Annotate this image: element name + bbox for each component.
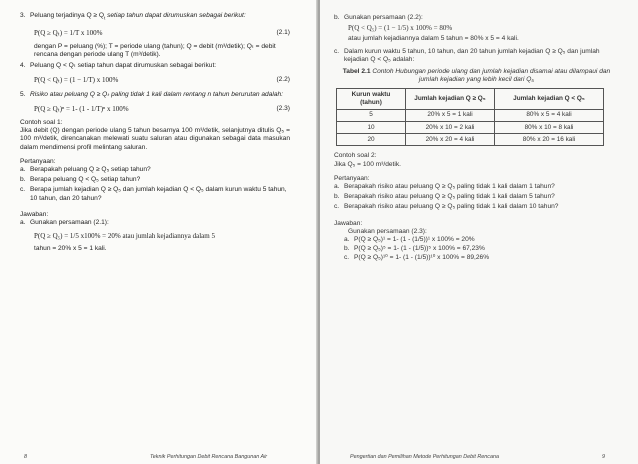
formula-2-1 [34, 29, 290, 37]
formula-2-3 [34, 105, 290, 113]
answer-b-result: atau jumlah kejadiannya dalam 5 tahun = 80% x 5 = 4 kali. [348, 35, 519, 43]
running-title: Pengertian dan Pemilihan Metode Perhitungan Debit Rencana [350, 454, 499, 460]
item-text: Peluang terjadinya $Q \ge Q_t$ setiap tahun dapat dirumuskan sebagai berikut: [30, 12, 246, 21]
equation-number: (2.1) [276, 28, 290, 36]
example-2-text: Jika Q₅ = 100 m³/detik. [334, 160, 401, 168]
formula-2-2 [34, 76, 290, 84]
answers-title: Jawaban: [20, 210, 49, 218]
answers-intro: Gunakan persamaan (2.3): [348, 227, 427, 235]
left-page-content [20, 12, 290, 254]
list-item-5: 5. Risiko atau peluang Q ≥ Qₜ paling tidak 1 kali dalam rentang n tahun berurutan adalah: [20, 91, 290, 99]
table-row: 20 20% x 20 = 4 kali 80% x 20 = 16 kali [337, 134, 604, 146]
answer-c: c. Dalam kurun waktu 5 tahun, 10 tahun, dan 20 tahun jumlah kejadian Q ≥ Q₅ dan jumlah kejadian Q < Q₅ adalah: [334, 47, 600, 63]
column-header: Jumlah kejadian Q ≥ Q₅ [406, 89, 495, 109]
formula-expression: P(Q ≥ Qₜ)ⁿ = 1- (1 - 1/T)ⁿ x 100% [34, 104, 129, 113]
equation-number: (2.3) [276, 104, 290, 112]
answer-a: a. Gunakan persamaan (2.1): [20, 218, 109, 226]
left-page [0, 0, 318, 464]
column-header: Kurun waktu (tahun) [337, 89, 406, 109]
question-c: c. Berapakah risiko atau peluang Q ≥ Q₅ paling tidak 1 kali dalam 10 tahun? [334, 203, 559, 211]
answer-b: b. Gunakan persamaan (2.2): [334, 14, 423, 21]
page-number: 9 [602, 454, 605, 460]
question-a: a. Berapakah peluang Q ≥ Q₅ setiap tahun? [20, 165, 151, 173]
column-header: Jumlah kejadian Q < Q₅ [495, 89, 604, 109]
formula-expression: P(Q ≥ Qₜ) = 1/T x 100% [34, 28, 103, 37]
list-item-4: 4. Peluang Q < Qₜ setiap tahun dapat dirumuskan sebagai berikut: [20, 62, 290, 70]
example-title: Contoh soal 1: [20, 118, 63, 126]
list-item-3 [20, 12, 290, 23]
example-2-title: Contoh soal 2: [334, 152, 377, 160]
question-a: a. Berapakah risiko atau peluang Q ≥ Q₅ paling tidak 1 kali dalam 1 tahun? [334, 183, 555, 191]
formula-expression: P(Q < Qₜ) = (1 − 1/T) x 100% [34, 76, 119, 85]
definition-text: dengan P = peluang (%); T = periode ulang (tahun); Q = debit (m³/detik); Qₜ = debit rencana dengan periode ulang T (m³/detik). [34, 42, 276, 58]
right-page [320, 0, 638, 464]
answer-a-result: tahun = 20% x 5 = 1 kali. [34, 245, 107, 253]
data-table [336, 88, 604, 146]
table-header-row [337, 89, 604, 109]
example-text: Jika debit (Q) dengan periode ulang 5 tahun besarnya 100 m³/detik, selanjutnya ditulis Q₅ = 100 m³/detik, direncanakan melewati suatu saluran atau digunakan sebagai data masukan dalam mendimensi profil melintang saluran. [20, 127, 290, 151]
equation-number: (2.2) [276, 76, 290, 84]
answer-b-formula: P(Q < Q₅) = (1 − 1/5) x 100% = 80% [348, 24, 453, 33]
item-text: Risiko atau peluang Q ≥ Qₜ paling tidak 1 kali dalam rentang n tahun berurutan adalah: [30, 90, 283, 98]
table-row: 5 20% x 5 = 1 kali 80% x 5 = 4 kali [337, 109, 604, 121]
answer-b: b. P(Q ≥ Q₅)⁵ = 1- (1 - (1/5))⁵ x 100% = 67,23% [344, 245, 485, 253]
answer-a-formula: P(Q ≥ Q₅) = 1/5 x100% = 20% atau jumlah kejadiannya dalam 5 [34, 232, 215, 241]
item-text: Peluang Q < Qₜ setiap tahun dapat dirumuskan sebagai berikut: [30, 62, 217, 70]
questions-title: Pertanyaan: [20, 157, 56, 165]
answers-title: Jawaban: [334, 219, 363, 227]
running-title: Teknik Perhitungan Debit Rencana Bangunan Air [150, 454, 268, 460]
question-c: c. Berapa jumlah kejadian Q ≥ Q₅ dan jumlah kejadian Q < Q₅ dalam kurun waktu 5 tahun, 10 tahun, dan 20 tahun? [20, 186, 287, 202]
questions-title: Pertanyaan: [334, 174, 370, 182]
question-b: b. Berapa peluang Q < Q₅ setiap tahun? [20, 176, 141, 184]
table-caption: Tabel 2.1 Contoh Hubungan periode ulang dan jumlah kejadian disamai atau dilampaui dan jumlah kejadian yang lebih kecil dari Q₅ [342, 68, 611, 84]
right-page-content [334, 14, 619, 264]
answer-c: c. P(Q ≥ Q₅)¹⁰ = 1- (1 - (1/5))¹⁰ x 100% = 89,26% [344, 254, 490, 262]
page-number: 8 [24, 454, 27, 460]
table-row: 10 20% x 10 = 2 kali 80% x 10 = 8 kali [337, 122, 604, 134]
question-b: b. Berapakah risiko atau peluang Q ≥ Q₅ paling tidak 1 kali dalam 5 tahun? [334, 193, 555, 201]
answer-a: a. P(Q ≥ Q₅)¹ = 1- (1 - (1/5))¹ x 100% = 20% [344, 236, 475, 244]
item-number: 3. [20, 12, 26, 19]
